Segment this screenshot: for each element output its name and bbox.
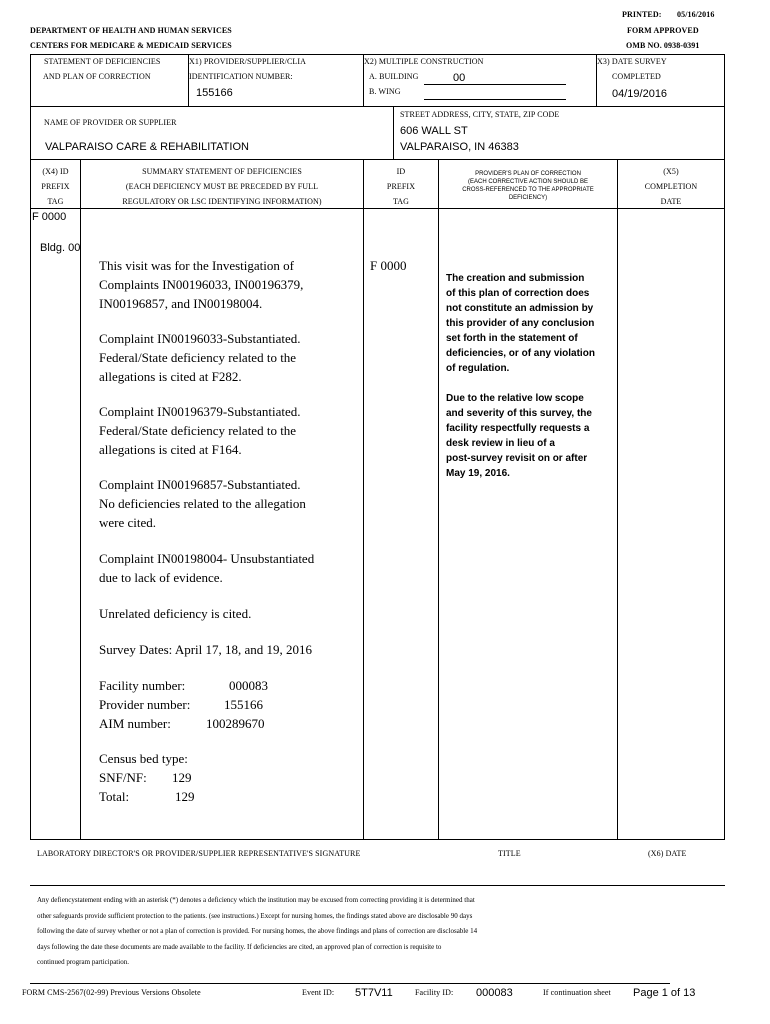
x3-label: X3) DATE SURVEY xyxy=(597,57,667,66)
summary-statement xyxy=(99,256,361,806)
omb-number: OMB NO. 0938-0391 xyxy=(626,41,700,50)
rule xyxy=(30,54,725,55)
paragraph: Complaint IN00196033-Substantiated. Federal/State deficiency related to the allegations is cited at F282. xyxy=(99,331,301,384)
printed-label: PRINTED: xyxy=(622,10,662,19)
plan-of-correction xyxy=(446,271,616,481)
rule xyxy=(724,54,725,839)
paragraph: Survey Dates: April 17, 18, and 19, 2016 xyxy=(99,642,313,657)
x1-label-2: IDENTIFICATION NUMBER: xyxy=(189,72,293,81)
wing-label: B. WING xyxy=(369,87,401,96)
x1-label: X1) PROVIDER/SUPPLIER/CLIA xyxy=(189,57,307,66)
rule xyxy=(80,159,81,839)
rule xyxy=(30,983,670,984)
right-tag: F 0000 xyxy=(370,258,407,273)
plan-paragraph: Due to the relative low scope and severity of this survey, the facility respectfully requests a desk review in lieu of a post-survey revisit on or after May 19, 2016. xyxy=(446,393,592,479)
building-value: 00 xyxy=(453,72,466,84)
rule xyxy=(363,159,364,839)
statement-label-1: STATEMENT OF DEFICIENCIES xyxy=(44,57,161,66)
provider-name-label: NAME OF PROVIDER OR SUPPLIER xyxy=(44,118,177,127)
provider-name: VALPARAISO CARE & REHABILITATION xyxy=(45,141,249,153)
paragraph: Unrelated deficiency is cited. xyxy=(99,606,252,621)
x1-value: 155166 xyxy=(196,87,233,99)
facility-numbers: Facility number: 000083 Provider number: 155166 AIM number: 100289670 xyxy=(99,678,268,731)
x2-label: X2) MULTIPLE CONSTRUCTION xyxy=(364,57,484,66)
address-label: STREET ADDRESS, CITY, STATE, ZIP CODE xyxy=(400,110,560,119)
date-label: (X6) DATE xyxy=(648,849,687,858)
rule xyxy=(30,159,725,160)
x3-value: 04/19/2016 xyxy=(612,88,668,100)
rule xyxy=(30,839,725,840)
form-number: FORM CMS-2567(02-99) Previous Versions Obsolete xyxy=(22,988,201,997)
paragraph: Complaint IN00198004- Unsubstantiated due to lack of evidence. xyxy=(99,551,315,585)
summary-header: SUMMARY STATEMENT OF DEFICIENCIES (EACH DEFICIENCY MUST BE PRECEDED BY FULL REGULATORY OR LSC IDENTIFYING INFORMATION) xyxy=(122,167,322,206)
plan-header: PROVIDER'S PLAN OF CORRECTION (EACH CORRECTIVE ACTION SHOULD BE CROSS-REFERENCED TO THE APPROPRIATE DEFICIENCY) xyxy=(462,171,594,201)
event-id-value: 5T7V11 xyxy=(355,987,393,999)
rule xyxy=(393,106,394,159)
paragraph: Complaint IN00196857-Substantiated. No deficiencies related to the allegation were cited. xyxy=(99,477,306,530)
page-number: Page 1 of 13 xyxy=(633,987,696,999)
wing-underline xyxy=(424,99,566,100)
continuation-label: If continuation sheet xyxy=(543,988,611,997)
printed-date: 05/16/2016 xyxy=(677,10,715,19)
building-label: A. BUILDING xyxy=(369,72,419,81)
disclaimer: Any defiencystatement ending with an asterisk (*) denotes a deficiency which the institution may be excused from correcting providing it is determined that other safeguards provide sufficient protection to the patients. (see instructions.) Except for nursing homes, the findings stated above are disclosable 90 days following the date of survey whether or not a plan of correction is provided. For nursing homes, the above findings and plans of correction are disclosable 14 days following the date these documents are made available to the facility. If deficiencies are cited, an approved plan of correction is requisite to continued program participation. xyxy=(37,896,478,966)
rule xyxy=(30,106,725,107)
statement-label-2: AND PLAN OF CORRECTION xyxy=(43,72,151,81)
event-id-label: Event ID: xyxy=(302,988,335,997)
paragraph: Complaint IN00196379-Substantiated. Federal/State deficiency related to the allegations is cited at F164. xyxy=(99,404,301,457)
rule xyxy=(30,885,725,886)
rule xyxy=(438,159,439,839)
facility-id-value: 000083 xyxy=(476,987,513,999)
department-title: DEPARTMENT OF HEALTH AND HUMAN SERVICES xyxy=(30,26,232,35)
census-block: Census bed type: SNF/NF: 129 Total: 129 xyxy=(99,751,195,804)
building-number: Bldg. 00 xyxy=(40,242,81,254)
signature-label: LABORATORY DIRECTOR'S OR PROVIDER/SUPPLIER REPRESENTATIVE'S SIGNATURE xyxy=(37,849,361,858)
centers-title: CENTERS FOR MEDICARE & MEDICAID SERVICES xyxy=(30,41,232,50)
plan-paragraph: The creation and submission of this plan of correction does not constitute an admission by this provider of any conclusion set forth in the statement of deficiencies, or of any violation of regulation. xyxy=(446,273,595,374)
paragraph: This visit was for the Investigation of Complaints IN00196033, IN00196379, IN00196857, and IN00198004. xyxy=(99,258,304,311)
x3-label-2: COMPLETED xyxy=(612,72,661,81)
left-tag: F 0000 xyxy=(32,211,67,223)
rule xyxy=(617,159,618,839)
id-header: ID PREFIX TAG xyxy=(386,167,416,206)
address-line-1: 606 WALL ST xyxy=(400,125,468,137)
x5-header: (X5) COMPLETION DATE xyxy=(644,167,698,206)
x4-header: (X4) ID PREFIX TAG xyxy=(41,167,70,206)
address-line-2: VALPARAISO, IN 46383 xyxy=(400,141,519,153)
title-label: TITLE xyxy=(498,849,521,858)
form-approved: FORM APPROVED xyxy=(627,26,699,35)
building-underline xyxy=(424,84,566,85)
facility-id-label: Facility ID: xyxy=(415,988,454,997)
